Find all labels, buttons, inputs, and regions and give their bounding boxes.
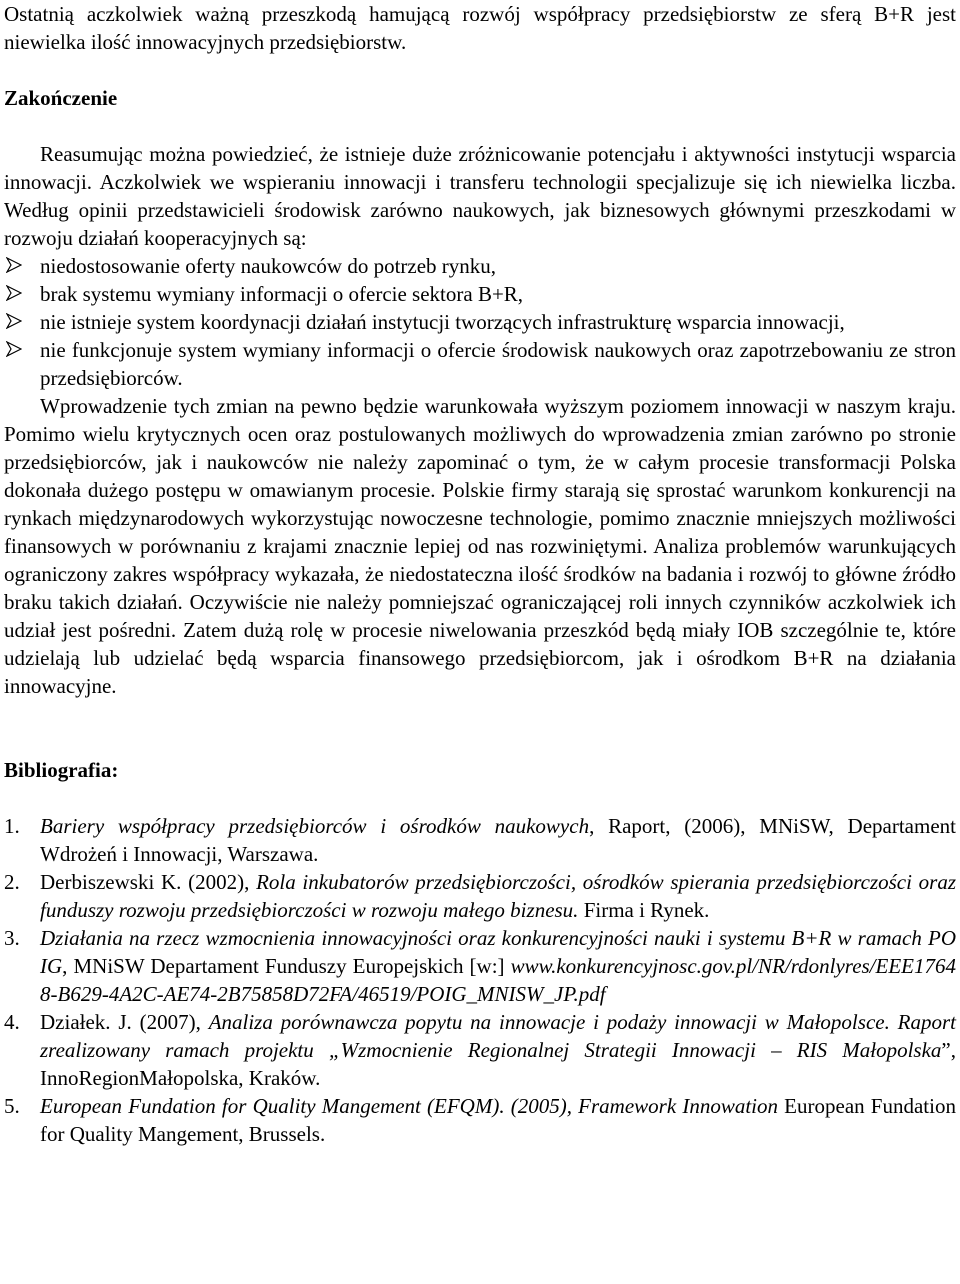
list-item-text: brak systemu wymiany informacji o ofercie sektora B+R, [40, 282, 524, 306]
conclusion-heading: Zakończenie [4, 86, 118, 110]
bibliography-entry [4, 868, 956, 924]
arrowhead-bullet-icon [6, 285, 22, 301]
entry-number: 3. [4, 926, 20, 950]
obstacles-list [4, 252, 956, 392]
entry-details: European Fundation for Quality Mangement, Brussels. [40, 1094, 956, 1146]
entry-title: Rola inkubatorów przedsiębiorczości, ośrodków spierania przedsiębiorczości oraz funduszy rozwoju przedsiębiorczości w rozwoju małego biznesu. [40, 870, 956, 922]
bibliography-heading: Bibliografia: [4, 758, 119, 782]
arrowhead-bullet-icon [6, 313, 22, 329]
entry-details: , Raport, (2006), MNiSW, Departament Wdrożeń i Innowacji, Warszawa. [40, 814, 956, 866]
entry-number: 4. [4, 1010, 20, 1034]
list-item-text: nie istnieje system koordynacji działań instytucji tworzących infrastrukturę wsparcia innowacji, [40, 310, 845, 334]
list-item [4, 280, 956, 308]
bibliography-entry [4, 812, 956, 868]
entry-number: 1. [4, 814, 20, 838]
conclusion-paragraph-1: Reasumując można powiedzieć, że istnieje duże zróżnicowanie potencjału i aktywności instytucji wsparcia innowacji. Aczkolwiek we wspieraniu innowacji i transferu technologii specjalizuje się ich niewielka liczba. Według opinii przedstawicieli środowisk zarówno naukowych, jak biznesowych głównymi przeszkodami w rozwoju działań kooperacyjnych są: [4, 142, 956, 250]
entry-url-link[interactable]: www.konkurencyjnosc.gov.pl/NR/rdonlyres/EEE17648-B629-4A2C-AE74-2B75858D72FA/46519/POIG_MNISW_JP.pdf [40, 954, 956, 1006]
bibliography-entry [4, 1092, 956, 1148]
bibliography-entry [4, 924, 956, 1008]
bibliography-entry [4, 1008, 956, 1092]
entry-details: Firma i Rynek. [578, 898, 710, 922]
list-item-text: niedostosowanie oferty naukowców do potrzeb rynku, [40, 254, 497, 278]
conclusion-paragraph-2: Wprowadzenie tych zmian na pewno będzie warunkowała wyższym poziomem innowacji w naszym kraju. Pomimo wielu krytycznych ocen oraz postulowanych możliwych do wprowadzenia zmian zarówno po stronie przedsiębiorców, jak i naukowców nie należy zapominać o tym, że w całym procesie transformacji Polska dokonała dużego postępu w omawianym procesie. Polskie firmy starają się sprostać warunkom konkurencji na rynkach międzynarodowych wykorzystując nowoczesne technologie, pomimo znacznie mniejszych możliwości finansowych w porównaniu z krajami znacznie lepiej od nas rozwiniętymi. Analiza problemów warunkujących ograniczony zakres współpracy wykazała, że niedostateczna ilość środków na badania i rozwój to główne źródło braku takich działań. Oczywiście nie należy pomniejszać ograniczającej roli innych czynników aczkolwiek ich udział jest pośredni. Zatem dużą rolę w procesie niwelowania przeszkód będą miały IOB szczególnie te, które udzielają lub udzielać będą wsparcia finansowego przedsiębiorcom, jak i ośrodkom B+R na działania innowacyjne. [4, 394, 956, 698]
entry-number: 2. [4, 870, 20, 894]
bibliography-list [4, 812, 956, 1148]
list-item [4, 252, 956, 280]
arrowhead-bullet-icon [6, 341, 22, 357]
list-item [4, 308, 956, 336]
entry-details: ”, InnoRegionMałopolska, Kraków. [40, 1038, 956, 1090]
document-page [4, 0, 956, 1148]
entry-title: Bariery współpracy przedsiębiorców i ośrodków naukowych [40, 814, 590, 838]
entry-number: 5. [4, 1094, 20, 1118]
entry-title: Działania na rzecz wzmocnienia innowacyjności oraz konkurencyjności nauki i systemu B+R w ramach PO IG [40, 926, 956, 978]
intro-paragraph: Ostatnią aczkolwiek ważną przeszkodą hamującą rozwój współpracy przedsiębiorstw ze sferą B+R jest niewielka ilość innowacyjnych przedsiębiorstw. [4, 2, 956, 54]
list-item [4, 336, 956, 392]
entry-title: Analiza porównawcza popytu na innowacje i podaży innowacji w Małopolsce. Raport zrealizowany ramach projektu „Wzmocnienie Regionalnej Strategii Innowacji – RIS Małopolska [40, 1010, 956, 1062]
list-item-text: nie funkcjonuje system wymiany informacji o ofercie środowisk naukowych oraz zapotrzebowaniu ze stron przedsiębiorców. [40, 338, 956, 390]
entry-author: Derbiszewski K. (2002), [40, 870, 257, 894]
arrowhead-bullet-icon [6, 257, 22, 273]
entry-details: , MNiSW Departament Funduszy Europejskich [w:] [62, 954, 511, 978]
entry-title: European Fundation for Quality Mangement (EFQM). (2005), Framework Innowation [40, 1094, 778, 1118]
entry-author: Działek. J. (2007), [40, 1010, 209, 1034]
